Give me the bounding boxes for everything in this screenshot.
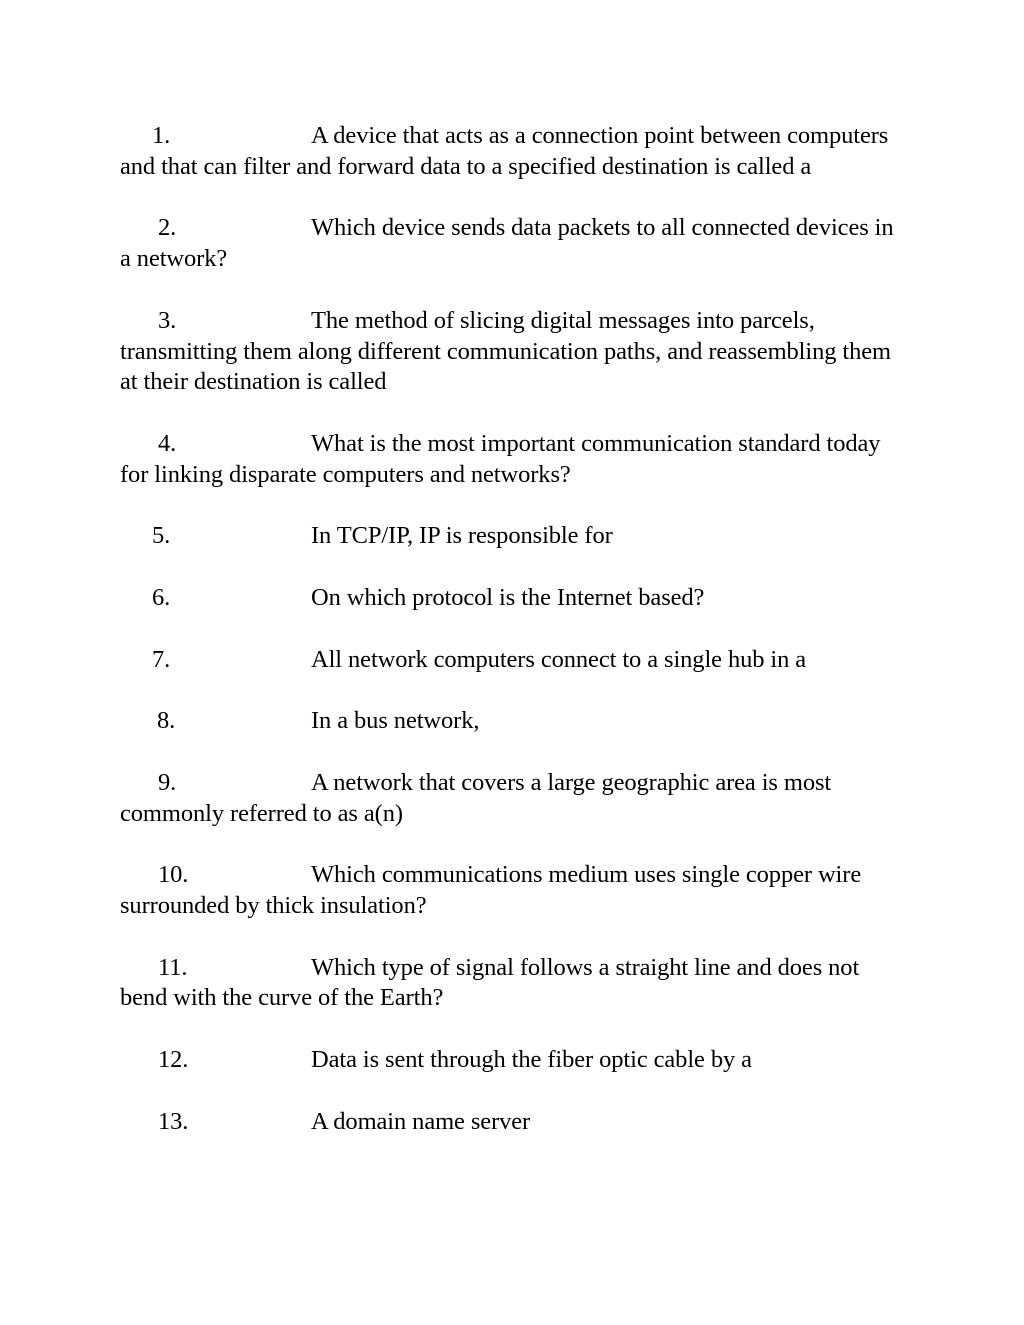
question-item — [120, 953, 900, 1015]
question-text: Data is sent through the fiber optic cable by a — [311, 1045, 752, 1073]
question-number: 11. — [158, 953, 188, 981]
question-number: 2. — [158, 214, 177, 242]
question-text: Which type of signal follows a straight line and does not bend with the curve of the Earth? — [120, 953, 860, 1012]
question-item — [120, 860, 900, 922]
question-number: 3. — [158, 306, 177, 334]
question-text: A device that acts as a connection point between computers and that can filter and forward data to a specified destination is called a — [120, 122, 889, 180]
question-number: 9. — [158, 768, 177, 796]
question-number: 6. — [152, 583, 171, 611]
question-item — [120, 213, 900, 275]
question-text: What is the most important communication standard today for linking disparate computers and networks? — [120, 429, 881, 488]
question-text: A domain name server — [311, 1107, 531, 1135]
question-item — [120, 645, 900, 676]
question-number: 4. — [158, 429, 177, 457]
question-number: 12. — [158, 1045, 189, 1073]
question-item — [120, 521, 900, 552]
question-number: 1. — [152, 122, 171, 149]
question-number: 10. — [158, 861, 189, 889]
question-item — [120, 706, 900, 737]
question-text: Which communications medium uses single copper wire surrounded by thick insulation? — [120, 861, 862, 919]
question-item — [120, 1107, 900, 1138]
question-text: The method of slicing digital messages into parcels, transmitting them along different communication paths, and reassembling them at their destination is called — [120, 306, 892, 396]
question-text: On which protocol is the Internet based? — [311, 583, 705, 611]
question-list — [120, 121, 900, 1168]
question-text: In a bus network, — [311, 707, 480, 735]
question-number: 8. — [157, 707, 176, 735]
question-item — [120, 429, 900, 491]
question-text: A network that covers a large geographic area is most commonly referred to as a(n) — [120, 768, 832, 827]
question-item — [120, 583, 900, 614]
question-number: 5. — [152, 522, 171, 550]
question-item — [120, 768, 900, 830]
question-item — [120, 1045, 900, 1076]
question-text: All network computers connect to a single hub in a — [311, 645, 807, 673]
question-text: In TCP/IP, IP is responsible for — [311, 522, 613, 550]
question-item — [120, 121, 900, 183]
question-number: 7. — [152, 645, 171, 673]
question-item — [120, 306, 900, 398]
question-number: 13. — [158, 1107, 189, 1135]
question-text: Which device sends data packets to all connected devices in a network? — [120, 214, 894, 273]
